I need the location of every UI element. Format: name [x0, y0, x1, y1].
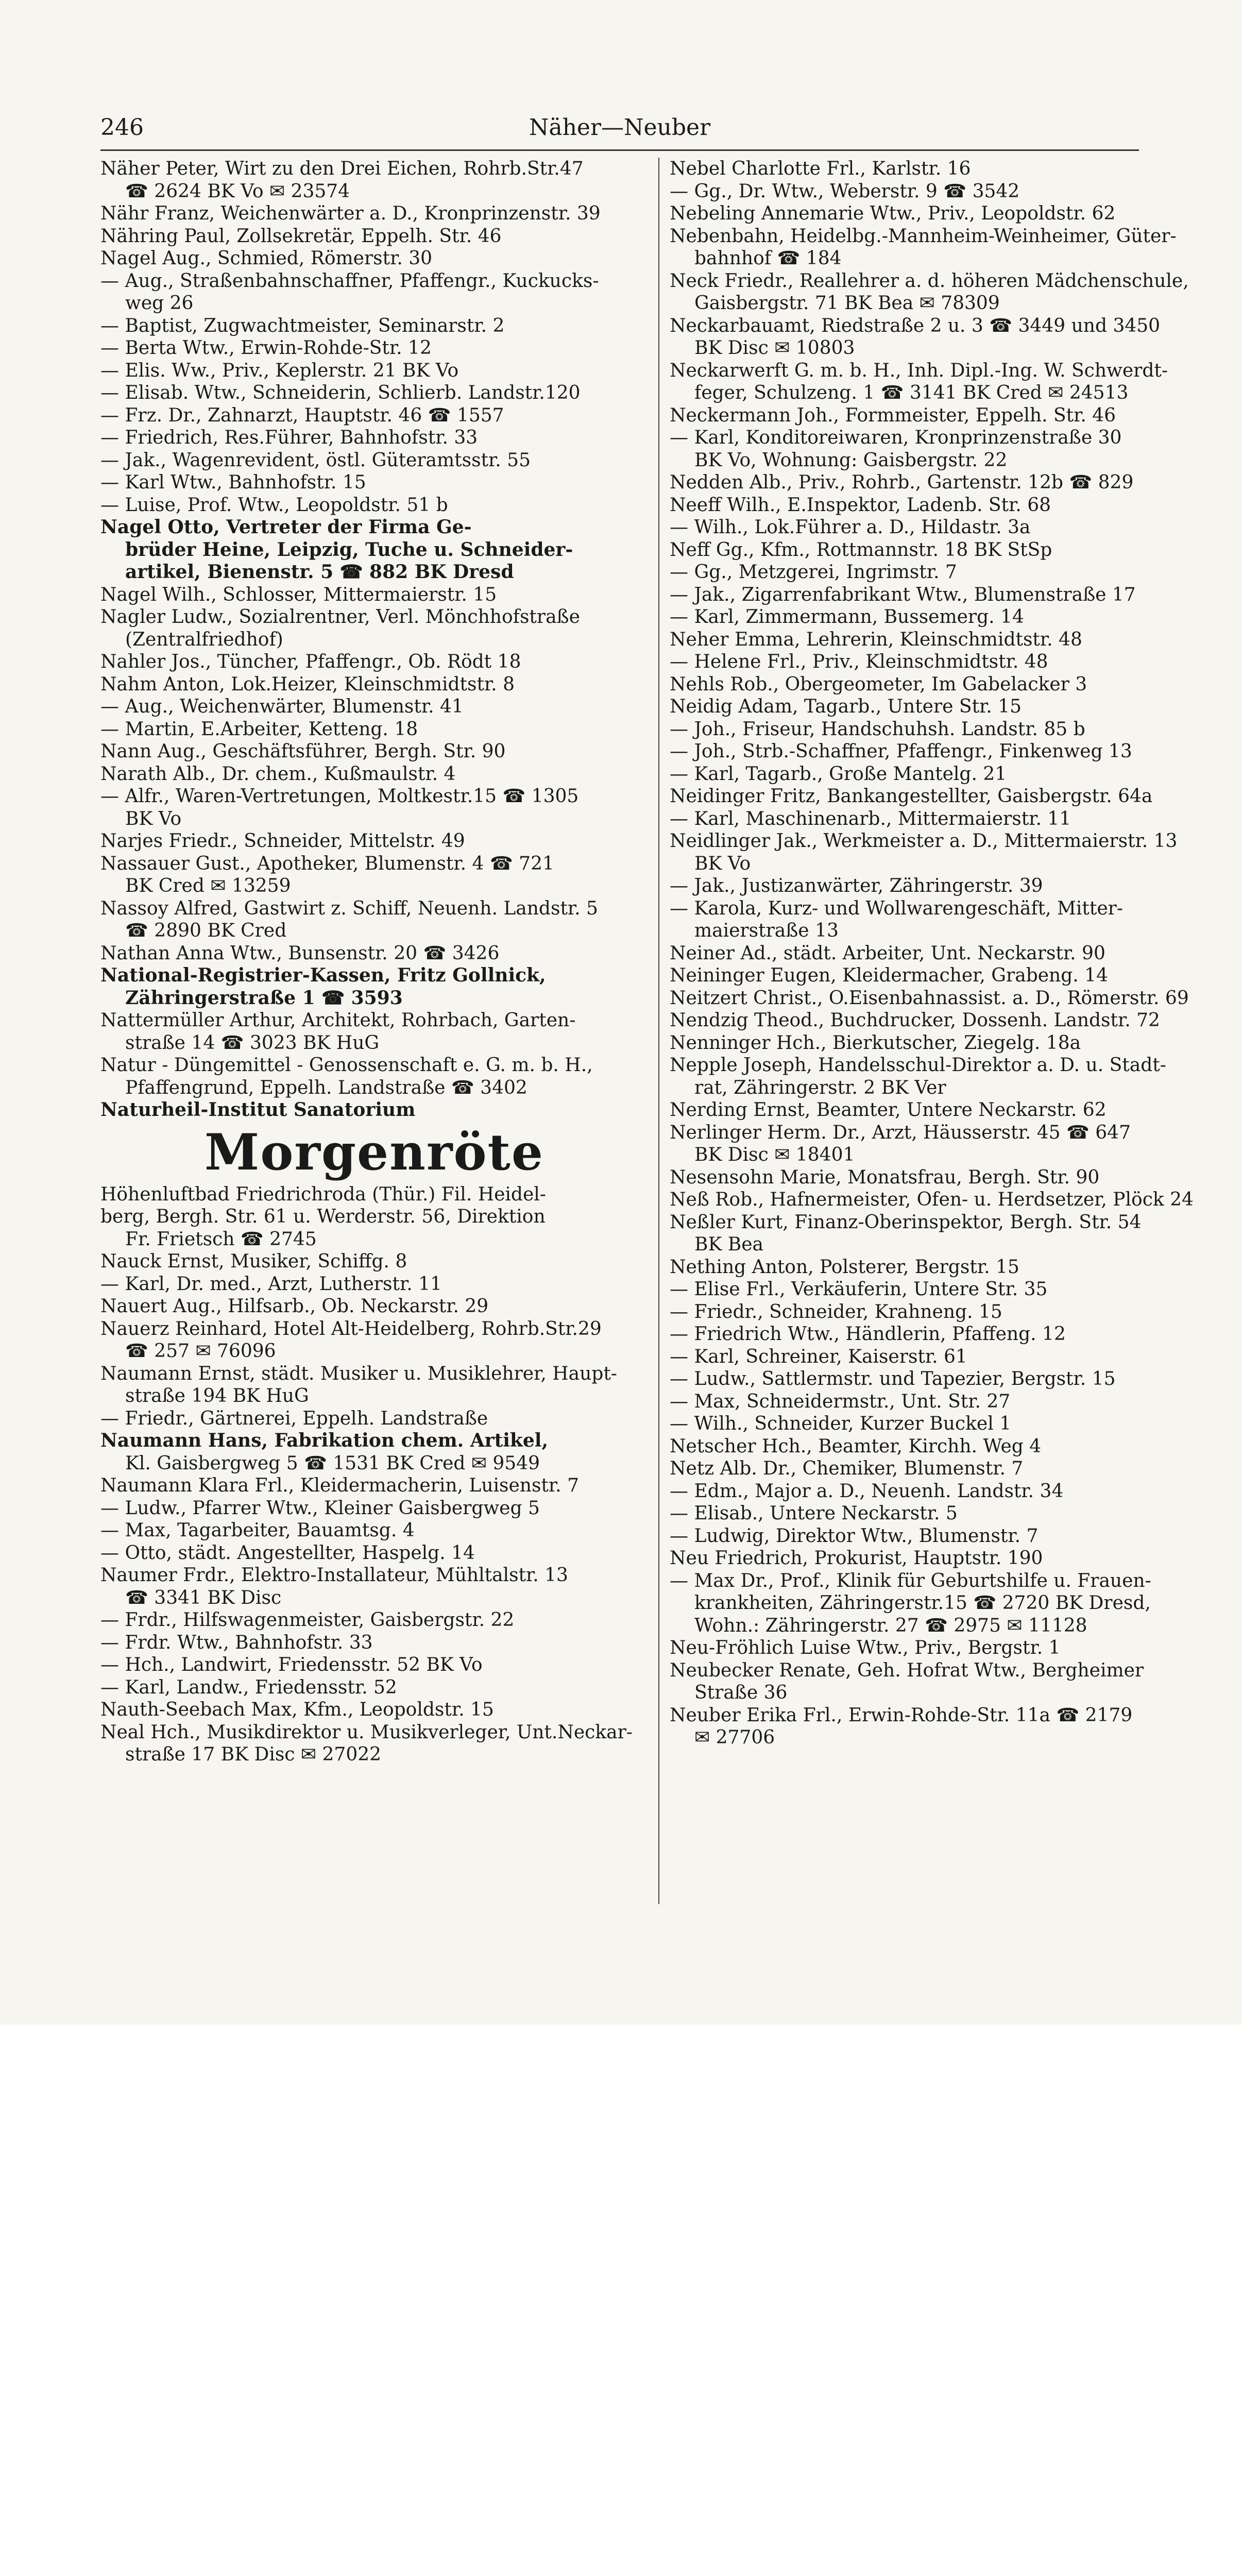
directory-entry: Neuber Erika Frl., Erwin-Rohde-Str. 11a ☎ 2179 [670, 1704, 1133, 1726]
directory-entry: Neidig Adam, Tagarb., Untere Str. 15 [670, 696, 1022, 717]
directory-entry: Wohn.: Zähringerstr. 27 ☎ 2975 ✉ 11128 [694, 1615, 1087, 1636]
directory-entry: rat, Zähringerstr. 2 BK Ver [694, 1077, 946, 1098]
directory-entry: Naumann Ernst, städt. Musiker u. Musiklehrer, Haupt- [100, 1363, 617, 1384]
directory-entry: — Elis. Ww., Priv., Keplerstr. 21 BK Vo [100, 360, 459, 381]
directory-entry: — Jak., Wagenrevident, östl. Güteramtsstr. 55 [100, 449, 531, 471]
directory-entry: Neher Emma, Lehrerin, Kleinschmidtstr. 48 [670, 629, 1082, 650]
directory-entry: Fr. Frietsch ☎ 2745 [125, 1228, 317, 1250]
directory-entry: bahnhof ☎ 184 [694, 248, 842, 269]
directory-entry: Höhenluftbad Friedrichroda (Thür.) Fil. Heidel- [100, 1183, 546, 1205]
directory-entry: — Wilh., Schneider, Kurzer Buckel 1 [670, 1413, 1012, 1434]
directory-entry: Nann Aug., Geschäftsführer, Bergh. Str. 90 [100, 741, 506, 762]
directory-entry: — Aug., Weichenwärter, Blumenstr. 41 [100, 696, 464, 717]
directory-entry: — Ludw., Sattlermstr. und Tapezier, Bergstr. 15 [670, 1368, 1116, 1389]
directory-entry: BK Vo [694, 853, 751, 874]
directory-entry: Neeff Wilh., E.Inspektor, Ladenb. Str. 68 [670, 494, 1051, 516]
header-rule [100, 149, 1139, 151]
directory-entry: Gaisbergstr. 71 BK Bea ✉ 78309 [694, 293, 1000, 314]
directory-entry: — Alfr., Waren-Vertretungen, Moltkestr.15 ☎ 1305 [100, 786, 579, 807]
directory-entry: Nattermüller Arthur, Architekt, Rohrbach, Garten- [100, 1010, 576, 1031]
directory-entry: (Zentralfriedhof) [125, 629, 283, 650]
directory-entry: straße 17 BK Disc ✉ 27022 [125, 1744, 382, 1765]
directory-entry: Neininger Eugen, Kleidermacher, Grabeng. 14 [670, 965, 1108, 986]
directory-entry: — Gg., Metzgerei, Ingrimstr. 7 [670, 562, 957, 583]
directory-entry: BK Disc ✉ 10803 [694, 337, 855, 359]
directory-entry: Nähr Franz, Weichenwärter a. D., Kronprinzenstr. 39 [100, 203, 601, 224]
directory-entry: — Jak., Justizanwärter, Zähringerstr. 39 [670, 875, 1043, 896]
directory-entry: — Otto, städt. Angestellter, Haspelg. 14 [100, 1542, 475, 1564]
directory-entry: — Frdr. Wtw., Bahnhofstr. 33 [100, 1632, 373, 1653]
directory-entry: Nething Anton, Polsterer, Bergstr. 15 [670, 1256, 1019, 1278]
directory-entry: — Aug., Straßenbahnschaffner, Pfaffengr., Kuckucks- [100, 270, 599, 292]
directory-entry: krankheiten, Zähringerstr.15 ☎ 2720 BK Dresd, [694, 1592, 1151, 1614]
directory-entry: Neßler Kurt, Finanz-Oberinspektor, Bergh. Str. 54 [670, 1211, 1142, 1233]
directory-entry: — Edm., Major a. D., Neuenh. Landstr. 34 [670, 1480, 1064, 1502]
directory-entry: — Karl Wtw., Bahnhofstr. 15 [100, 472, 366, 493]
directory-entry: — Karola, Kurz- und Wollwarengeschäft, Mitter- [670, 897, 1124, 919]
directory-entry: straße 194 BK HuG [125, 1385, 309, 1406]
directory-entry: Naumer Frdr., Elektro-Installateur, Mühltalstr. 13 [100, 1565, 568, 1586]
directory-entry: Nenninger Hch., Bierkutscher, Ziegelg. 18a [670, 1032, 1081, 1054]
directory-entry: Nauck Ernst, Musiker, Schiffg. 8 [100, 1251, 407, 1272]
left-column [100, 158, 648, 1904]
directory-entry: — Friedrich Wtw., Händlerin, Pfaffeng. 12 [670, 1324, 1066, 1345]
directory-entry: — Jak., Zigarrenfabrikant Wtw., Blumenstraße 17 [670, 584, 1136, 605]
directory-entry: — Elisab., Untere Neckarstr. 5 [670, 1503, 958, 1524]
directory-entry: Neckermann Joh., Formmeister, Eppelh. Str. 46 [670, 404, 1116, 426]
directory-entry: Nassauer Gust., Apotheker, Blumenstr. 4 ☎ 721 [100, 853, 554, 874]
directory-entry: Straße 36 [694, 1682, 788, 1703]
directory-entry: — Karl, Tagarb., Große Mantelg. 21 [670, 763, 1007, 785]
directory-entry: Nähring Paul, Zollsekretär, Eppelh. Str. 46 [100, 225, 502, 247]
directory-entry: Neckarwerft G. m. b. H., Inh. Dipl.-Ing. W. Schwerdt- [670, 360, 1168, 381]
page-number: 246 [100, 114, 144, 141]
directory-entry: — Frz. Dr., Zahnarzt, Hauptstr. 46 ☎ 1557 [100, 404, 504, 426]
directory-entry: — Friedrich, Res.Führer, Bahnhofstr. 33 [100, 427, 478, 448]
directory-entry: feger, Schulzeng. 1 ☎ 3141 BK Cred ✉ 24513 [694, 382, 1129, 403]
column-divider [658, 158, 659, 1904]
directory-entry: straße 14 ☎ 3023 BK HuG [125, 1032, 380, 1054]
directory-entry: BK Vo [125, 808, 182, 829]
directory-entry: brüder Heine, Leipzig, Tuche u. Schneider- [125, 538, 573, 561]
directory-entry: Nagler Ludw., Sozialrentner, Verl. Mönchhofstraße [100, 606, 580, 628]
directory-entry: Neitzert Christ., O.Eisenbahnassist. a. D., Römerstr. 69 [670, 987, 1189, 1009]
directory-entry: Neal Hch., Musikdirektor u. Musikverleger, Unt.Neckar- [100, 1721, 633, 1743]
directory-entry: Nebel Charlotte Frl., Karlstr. 16 [670, 158, 971, 179]
directory-entry: Nebenbahn, Heidelbg.-Mannheim-Weinheimer, Güter- [670, 225, 1177, 247]
directory-entry: — Max, Schneidermstr., Unt. Str. 27 [670, 1391, 1011, 1412]
directory-entry: Nehls Rob., Obergeometer, Im Gabelacker 3 [670, 673, 1087, 695]
directory-entry: — Helene Frl., Priv., Kleinschmidtstr. 48 [670, 651, 1048, 672]
directory-entry: Neidlinger Jak., Werkmeister a. D., Mittermaierstr. 13 [670, 831, 1178, 852]
directory-entry: Netz Alb. Dr., Chemiker, Blumenstr. 7 [670, 1458, 1024, 1479]
footer-bar [0, 2025, 1242, 2080]
directory-entry: Nauerz Reinhard, Hotel Alt-Heidelberg, Rohrb.Str.29 [100, 1318, 602, 1340]
directory-entry: Narath Alb., Dr. chem., Kußmaulstr. 4 [100, 763, 456, 785]
running-head: Näher—Neuber [529, 114, 711, 141]
directory-entry: Nahler Jos., Tüncher, Pfaffengr., Ob. Rödt 18 [100, 651, 521, 672]
right-column [670, 158, 1195, 1904]
directory-entry: Nedden Alb., Priv., Rohrb., Gartenstr. 12b ☎ 829 [670, 472, 1134, 493]
directory-entry: National-Registrier-Kassen, Fritz Gollnick, [100, 964, 546, 986]
directory-entry: Nebeling Annemarie Wtw., Priv., Leopoldstr. 62 [670, 203, 1116, 224]
directory-entry: Nepple Joseph, Handelsschul-Direktor a. D. u. Stadt- [670, 1055, 1166, 1076]
directory-entry: ☎ 257 ✉ 76096 [125, 1341, 276, 1362]
directory-entry: Nagel Wilh., Schlosser, Mittermaierstr. 15 [100, 584, 497, 605]
directory-entry: BK Vo, Wohnung: Gaisbergstr. 22 [694, 449, 1008, 471]
directory-entry: Nauert Aug., Hilfsarb., Ob. Neckarstr. 29 [100, 1296, 489, 1317]
directory-entry: — Wilh., Lok.Führer a. D., Hildastr. 3a [670, 517, 1031, 538]
directory-entry: Natur - Düngemittel - Genossenschaft e. G. m. b. H., [100, 1055, 593, 1076]
directory-entry: — Ludwig, Direktor Wtw., Blumenstr. 7 [670, 1525, 1039, 1547]
directory-entry: — Ludw., Pfarrer Wtw., Kleiner Gaisbergweg 5 [100, 1497, 540, 1519]
directory-entry: Neu-Fröhlich Luise Wtw., Priv., Bergstr. 1 [670, 1637, 1061, 1658]
directory-entry: Nauth-Seebach Max, Kfm., Leopoldstr. 15 [100, 1699, 494, 1720]
directory-entry: — Max Dr., Prof., Klinik für Geburtshilfe u. Frauen- [670, 1570, 1151, 1591]
directory-entry: Naturheil-Institut Sanatorium [100, 1099, 416, 1121]
directory-entry: — Karl, Konditoreiwaren, Kronprinzenstraße 30 [670, 427, 1122, 448]
advertisement-title: Morgenröte [205, 1123, 544, 1181]
directory-entry: — Joh., Strb.-Schaffner, Pfaffengr., Finkenweg 13 [670, 741, 1132, 762]
directory-entry: Nendzig Theod., Buchdrucker, Dossenh. Landstr. 72 [670, 1010, 1160, 1031]
directory-entry: — Gg., Dr. Wtw., Weberstr. 9 ☎ 3542 [670, 180, 1020, 202]
directory-entry: weg 26 [125, 293, 194, 314]
directory-entry: Neff Gg., Kfm., Rottmannstr. 18 BK StSp [670, 539, 1052, 561]
directory-entry: Nahm Anton, Lok.Heizer, Kleinschmidtstr. 8 [100, 673, 515, 695]
directory-entry: Neck Friedr., Reallehrer a. d. höheren Mädchenschule, [670, 270, 1189, 292]
directory-entry: Zähringerstraße 1 ☎ 3593 [125, 987, 403, 1009]
directory-entry: ☎ 3341 BK Disc [125, 1587, 282, 1608]
directory-entry: berg, Bergh. Str. 61 u. Werderstr. 56, Direktion [100, 1206, 546, 1227]
directory-entry: BK Bea [694, 1234, 764, 1255]
directory-entry: — Max, Tagarbeiter, Bauamtsg. 4 [100, 1520, 415, 1541]
directory-entry: — Frdr., Hilfswagenmeister, Gaisbergstr. 22 [100, 1609, 515, 1631]
directory-entry: Netscher Hch., Beamter, Kirchh. Weg 4 [670, 1435, 1042, 1457]
page-header [100, 112, 1139, 143]
directory-entry: Naumann Klara Frl., Kleidermacherin, Luisenstr. 7 [100, 1475, 579, 1496]
directory-entry: — Hch., Landwirt, Friedensstr. 52 BK Vo [100, 1654, 483, 1675]
directory-entry: artikel, Bienenstr. 5 ☎ 882 BK Dresd [125, 561, 514, 583]
directory-entry: — Elisab. Wtw., Schneiderin, Schlierb. Landstr.120 [100, 382, 581, 403]
directory-entry: — Elise Frl., Verkäuferin, Untere Str. 35 [670, 1279, 1048, 1300]
directory-entry: — Berta Wtw., Erwin-Rohde-Str. 12 [100, 337, 432, 359]
directory-entry: — Friedr., Gärtnerei, Eppelh. Landstraße [100, 1408, 488, 1429]
directory-entry: Neidinger Fritz, Bankangestellter, Gaisbergstr. 64a [670, 786, 1153, 807]
directory-entry: BK Disc ✉ 18401 [694, 1144, 855, 1165]
directory-entry: ☎ 2624 BK Vo ✉ 23574 [125, 180, 350, 202]
directory-entry: Nesensohn Marie, Monatsfrau, Bergh. Str. 90 [670, 1166, 1100, 1188]
directory-entry: Nerlinger Herm. Dr., Arzt, Häusserstr. 45 ☎ 647 [670, 1122, 1131, 1143]
directory-entry: — Karl, Zimmermann, Bussemerg. 14 [670, 606, 1024, 628]
directory-entry: ✉ 27706 [694, 1727, 775, 1748]
directory-entry: Kl. Gaisbergweg 5 ☎ 1531 BK Cred ✉ 9549 [125, 1452, 540, 1474]
directory-entry: Pfaffengrund, Eppelh. Landstraße ☎ 3402 [125, 1077, 528, 1098]
directory-entry: Narjes Friedr., Schneider, Mittelstr. 49 [100, 831, 465, 852]
directory-entry: — Baptist, Zugwachtmeister, Seminarstr. 2 [100, 315, 505, 336]
directory-entry: — Karl, Maschinenarb., Mittermaierstr. 11 [670, 808, 1071, 829]
directory-entry: Naumann Hans, Fabrikation chem. Artikel, [100, 1430, 548, 1451]
directory-entry: Nathan Anna Wtw., Bunsenstr. 20 ☎ 3426 [100, 942, 500, 964]
directory-entry: — Martin, E.Arbeiter, Ketteng. 18 [100, 718, 418, 740]
directory-entry: Neu Friedrich, Prokurist, Hauptstr. 190 [670, 1548, 1043, 1569]
directory-entry: Nerding Ernst, Beamter, Untere Neckarstr. 62 [670, 1099, 1107, 1121]
directory-entry: maierstraße 13 [694, 920, 839, 941]
directory-entry: — Friedr., Schneider, Krahneng. 15 [670, 1301, 1002, 1323]
directory-entry: Neß Rob., Hafnermeister, Ofen- u. Herdsetzer, Plöck 24 [670, 1189, 1194, 1210]
directory-entry: Neiner Ad., städt. Arbeiter, Unt. Neckarstr. 90 [670, 942, 1105, 964]
directory-entry: — Karl, Dr. med., Arzt, Lutherstr. 11 [100, 1273, 442, 1295]
directory-entry: — Joh., Friseur, Handschuhsh. Landstr. 85 b [670, 718, 1085, 740]
directory-entry: Neubecker Renate, Geh. Hofrat Wtw., Bergheimer [670, 1659, 1144, 1681]
directory-entry: — Karl, Schreiner, Kaiserstr. 61 [670, 1346, 967, 1367]
directory-entry: Neckarbauamt, Riedstraße 2 u. 3 ☎ 3449 und 3450 [670, 315, 1161, 336]
directory-entry: Nagel Aug., Schmied, Römerstr. 30 [100, 248, 433, 269]
directory-entry: — Luise, Prof. Wtw., Leopoldstr. 51 b [100, 494, 448, 516]
directory-entry: BK Cred ✉ 13259 [125, 875, 291, 896]
directory-entry: — Karl, Landw., Friedensstr. 52 [100, 1676, 397, 1698]
directory-entry: Näher Peter, Wirt zu den Drei Eichen, Rohrb.Str.47 [100, 158, 584, 179]
directory-entry: Nagel Otto, Vertreter der Firma Ge- [100, 516, 472, 538]
directory-entry: ☎ 2890 BK Cred [125, 920, 287, 941]
directory-entry: Nassoy Alfred, Gastwirt z. Schiff, Neuenh. Landstr. 5 [100, 897, 598, 919]
